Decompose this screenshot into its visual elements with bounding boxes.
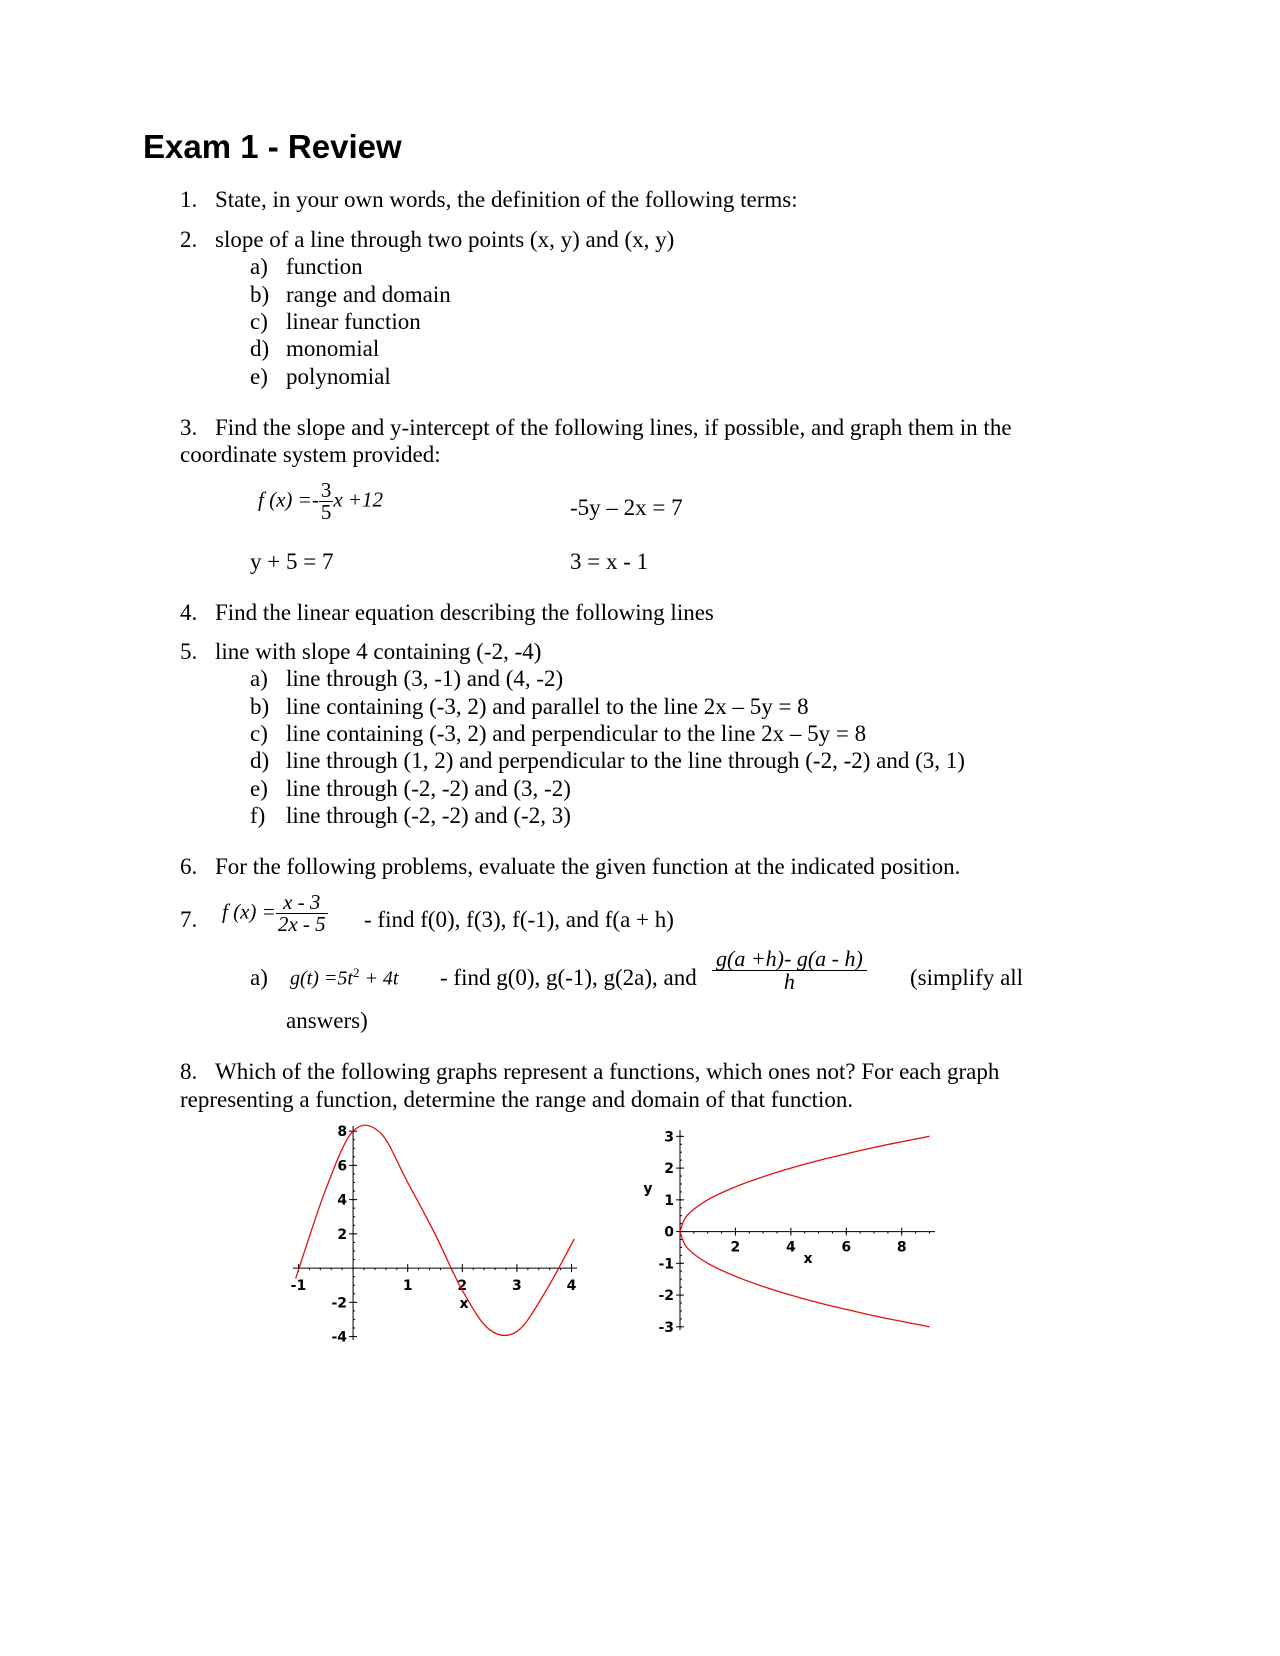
- q2-item-text: range and domain: [286, 282, 451, 307]
- q2-item-label: b): [250, 282, 270, 307]
- q2-item-label: e): [250, 364, 268, 389]
- y-tick-label: 3: [664, 1129, 674, 1146]
- q5-item-label: a): [250, 666, 268, 691]
- curve: [680, 1232, 930, 1327]
- q7a-fraction: [712, 948, 867, 993]
- q2-item-text: linear function: [286, 309, 421, 334]
- y-tick-label: 1: [664, 1192, 674, 1209]
- q5-text: line with slope 4 containing (-2, -4): [215, 639, 542, 664]
- q7a-exponent: 2: [352, 965, 360, 980]
- q5-item-label: d): [250, 748, 270, 773]
- q2-item-label: d): [250, 336, 270, 361]
- q8-text-line1: Which of the following graphs represent a functions, which ones not? For each graph: [215, 1059, 1000, 1084]
- equation-4: 3 = x - 1: [570, 549, 649, 574]
- sideways-parabola-graph: [640, 1118, 950, 1343]
- q4-text: Find the linear equation describing the following lines: [215, 600, 714, 625]
- y-tick-label: -2: [658, 1288, 674, 1305]
- q7a-text: - find g(0), g(-1), g(2a), and: [440, 965, 697, 990]
- q2-item-label: c): [250, 309, 268, 334]
- eq1-fraction: [319, 480, 334, 523]
- q7-denominator: 2x - 5: [277, 912, 326, 936]
- q7-number: 7.: [180, 907, 198, 932]
- q7a-line2: answers): [286, 1008, 368, 1033]
- x-tick-label: 4: [566, 1278, 577, 1295]
- q6-text: For the following problems, evaluate the given function at the indicated position.: [215, 854, 961, 879]
- q2-item-text: function: [286, 254, 363, 279]
- q5-item-text: line containing (-3, 2) and parallel to the line 2x – 5y = 8: [286, 694, 809, 719]
- q5-item-text: line containing (-3, 2) and perpendicular to the line 2x – 5y = 8: [286, 721, 867, 746]
- q4-number: 4.: [180, 600, 198, 625]
- q7-lhs: f (x) =: [222, 899, 276, 924]
- q7-numerator: x - 3: [283, 890, 321, 914]
- curve: [680, 1136, 930, 1231]
- q5-number: 5.: [180, 639, 198, 664]
- q2-number: 2.: [180, 227, 198, 252]
- x-axis-label: x: [803, 1251, 813, 1267]
- y-tick-label: 8: [337, 1124, 348, 1141]
- y-tick-label: 4: [337, 1192, 348, 1209]
- q7a-label: a): [250, 965, 268, 990]
- page-title: Exam 1 - Review: [143, 128, 402, 165]
- x-tick-label: 1: [402, 1278, 413, 1295]
- x-tick-label: 3: [512, 1278, 522, 1295]
- y-tick-label: 0: [664, 1224, 674, 1241]
- q3-number: 3.: [180, 415, 198, 440]
- eq1-denominator: 5: [320, 500, 332, 524]
- y-tick-label: -3: [658, 1319, 674, 1336]
- eq1-numerator: 3: [320, 478, 332, 502]
- y-tick-label: -1: [658, 1256, 674, 1273]
- x-tick-label: 6: [841, 1239, 852, 1256]
- y-tick-label: 2: [337, 1226, 348, 1243]
- q6-number: 6.: [180, 854, 198, 879]
- y-tick-label: 2: [664, 1161, 674, 1178]
- x-tick-label: -1: [290, 1278, 307, 1295]
- polynomial-graph: [285, 1118, 595, 1353]
- y-tick-label: 6: [337, 1158, 348, 1175]
- q7a-g-expression: [290, 966, 399, 989]
- q8-text-line2: representing a function, determine the range and domain of that function.: [180, 1087, 854, 1112]
- q1-text: State, in your own words, the definition of the following terms:: [215, 187, 798, 212]
- equation-3: y + 5 = 7: [250, 549, 334, 574]
- q2-text: slope of a line through two points (x, y) and (x, y): [215, 227, 675, 252]
- q2-item-text: monomial: [286, 336, 380, 361]
- q7a-frac-numerator: g(a +h)- g(a - h): [716, 946, 863, 971]
- eq1-lhs: f (x) =-: [258, 487, 319, 512]
- y-axis-label: y: [643, 1181, 653, 1197]
- x-tick-label: 8: [896, 1239, 907, 1256]
- q8-number: 8.: [180, 1059, 198, 1084]
- q5-item-text: line through (-2, -2) and (-2, 3): [286, 803, 571, 828]
- y-tick-label: -4: [331, 1329, 348, 1346]
- eq1-rhs: x +12: [333, 487, 384, 512]
- q7a-tail-text: (simplify all: [910, 965, 1024, 990]
- q2-item-text: polynomial: [286, 364, 391, 389]
- equation-f-of-x: [258, 480, 383, 523]
- equation-2: -5y – 2x = 7: [570, 495, 683, 520]
- x-tick-label: 2: [457, 1278, 468, 1295]
- x-tick-label: 4: [785, 1239, 796, 1256]
- q5-item-text: line through (3, -1) and (4, -2): [286, 666, 564, 691]
- q5-item-label: c): [250, 721, 268, 746]
- x-axis-label: x: [459, 1296, 469, 1312]
- q3-text-line2: coordinate system provided:: [180, 442, 441, 467]
- x-tick-label: 2: [730, 1239, 741, 1256]
- q7a-difference-quotient: [712, 948, 867, 993]
- q5-item-label: e): [250, 776, 268, 801]
- q5-item-text: line through (1, 2) and perpendicular to the line through (-2, -2) and (3, 1): [286, 748, 965, 773]
- q7a-frac-denominator: h: [712, 970, 867, 993]
- q3-text-line1: Find the slope and y-intercept of the following lines, if possible, and graph them in the: [215, 415, 1012, 440]
- q1-number: 1.: [180, 187, 198, 212]
- q7a-expr2: + 4t: [359, 967, 399, 990]
- q7a-expr: g(t) =5t: [290, 967, 353, 990]
- y-tick-label: -2: [331, 1295, 348, 1312]
- q5-item-label: f): [250, 803, 266, 828]
- q5-item-label: b): [250, 694, 270, 719]
- q2-item-label: a): [250, 254, 268, 279]
- q7-fraction: [276, 892, 328, 935]
- q7-function-expression: [222, 892, 328, 935]
- q7-text: - find f(0), f(3), f(-1), and f(a + h): [364, 907, 674, 932]
- q5-item-text: line through (-2, -2) and (3, -2): [286, 776, 571, 801]
